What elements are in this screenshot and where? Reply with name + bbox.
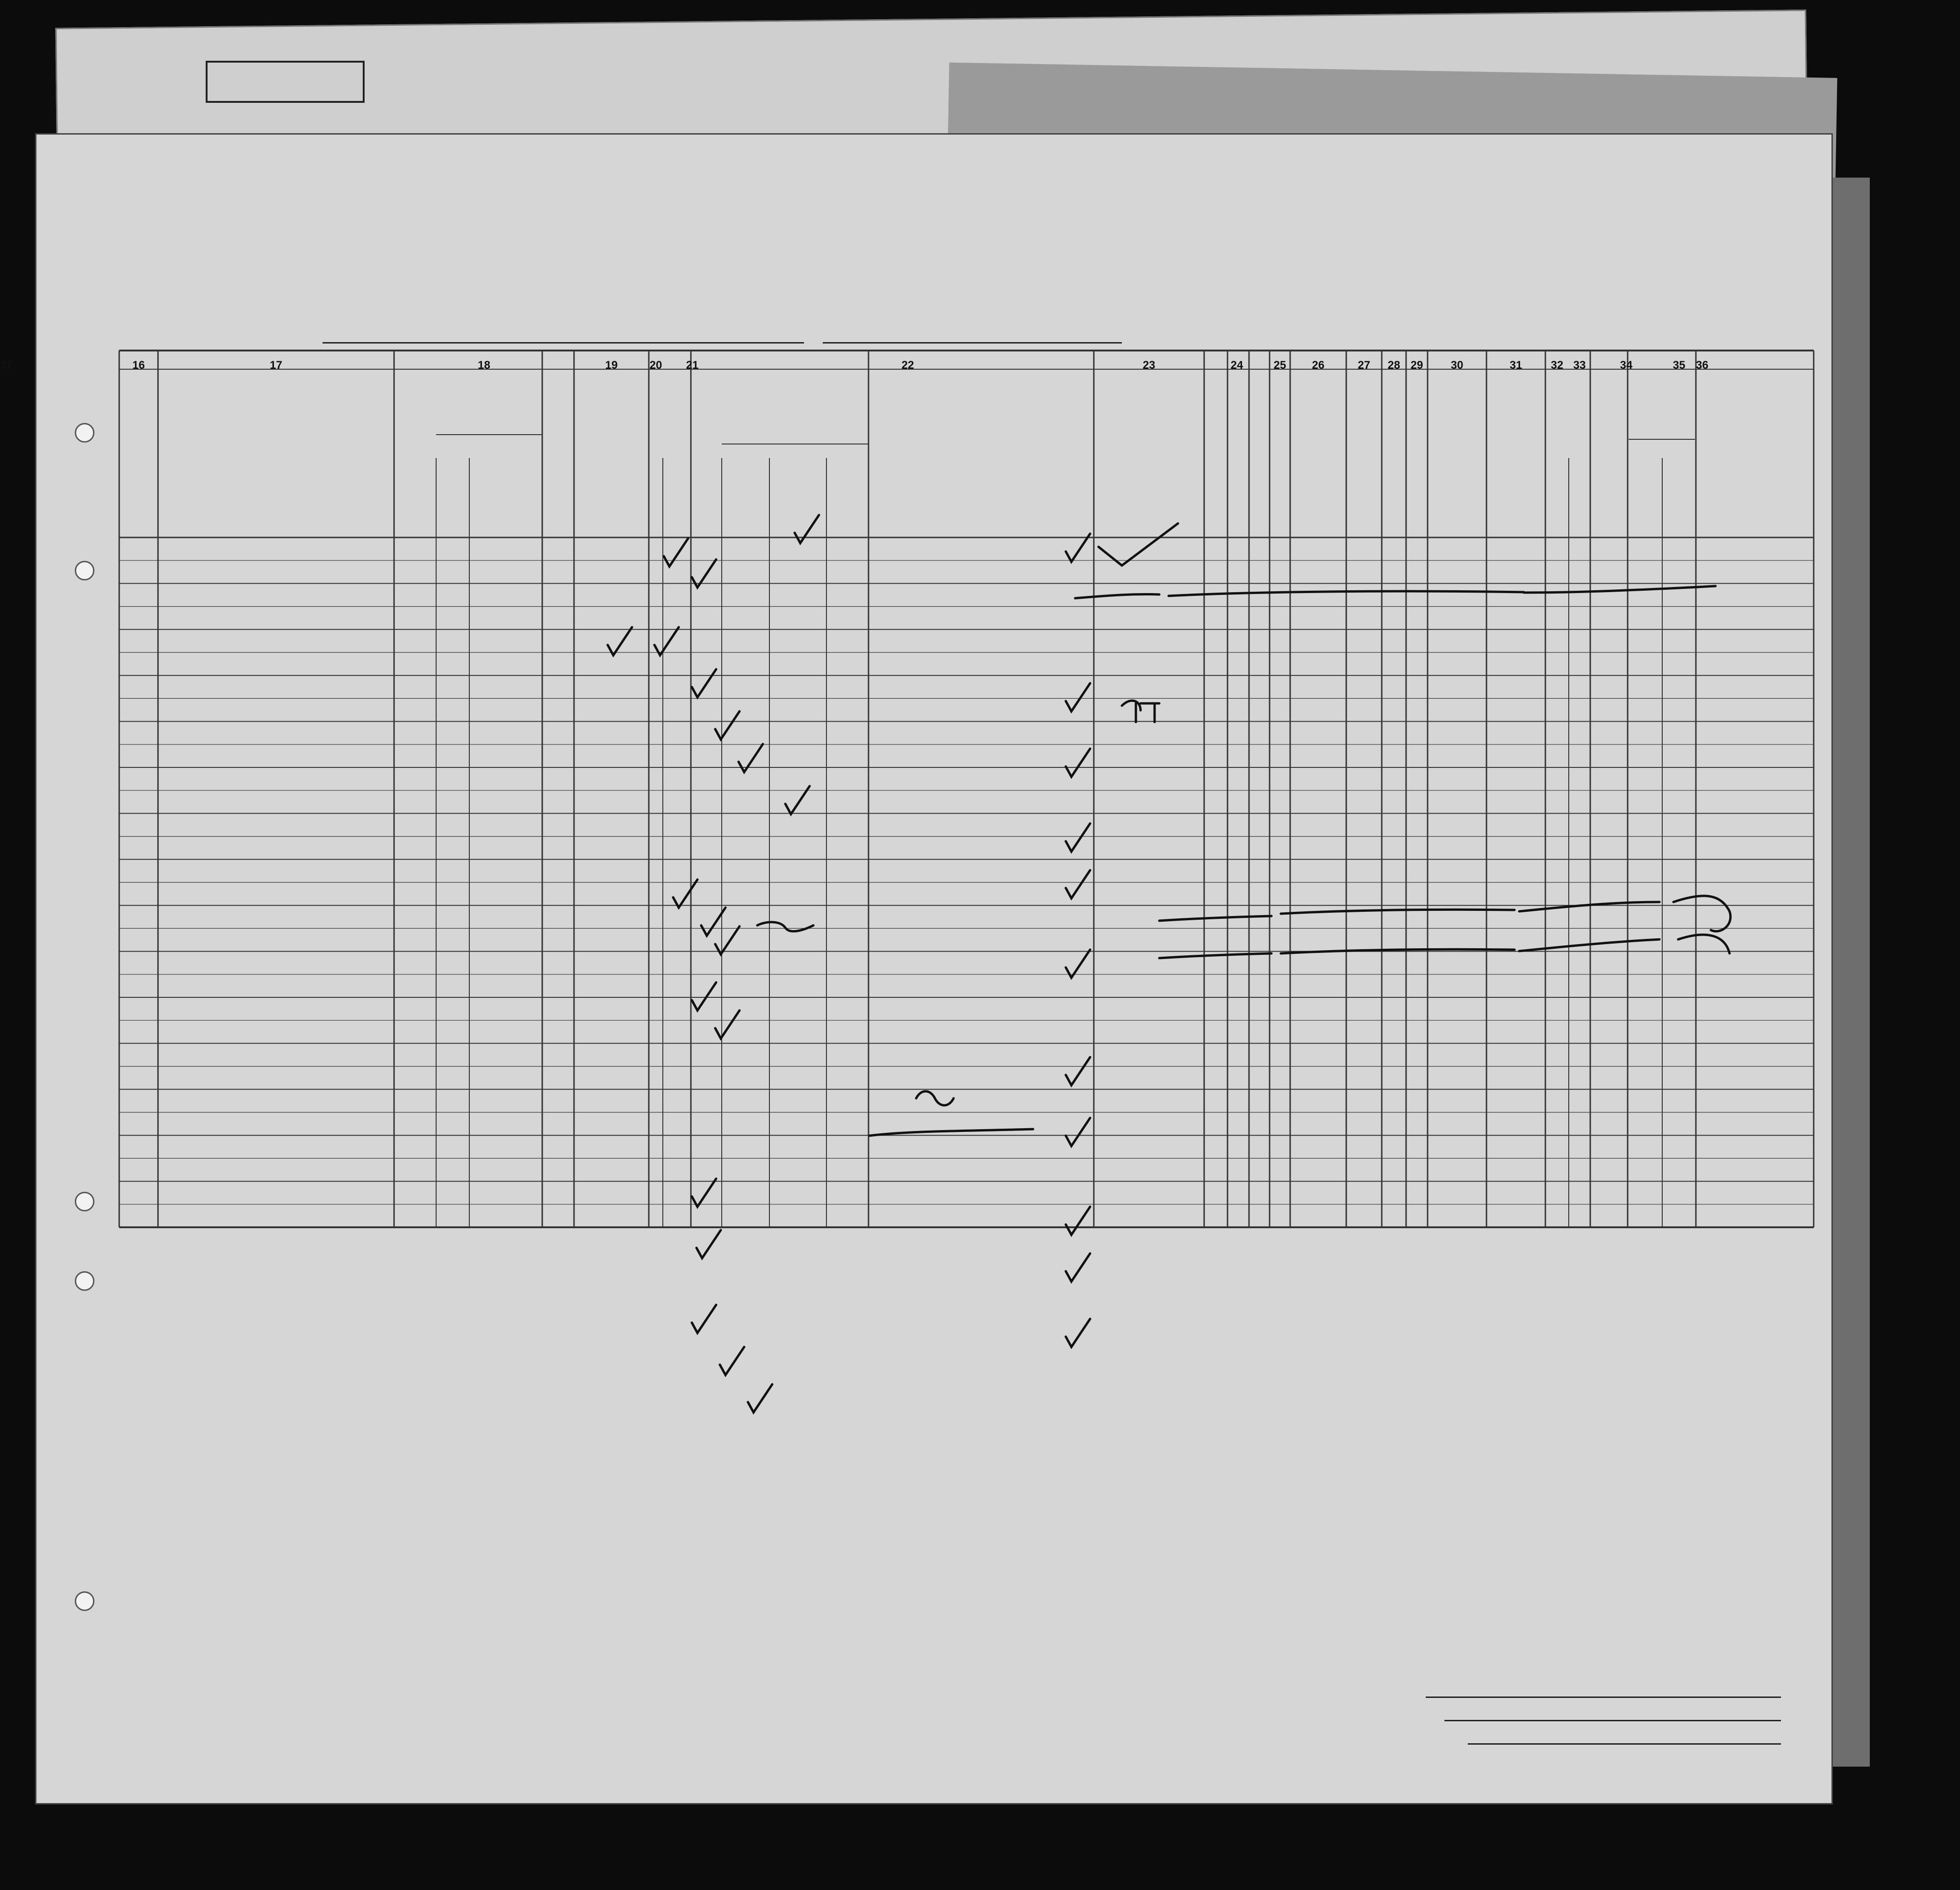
column-number: 31 bbox=[1509, 359, 1522, 372]
handwritten-mark bbox=[696, 1230, 721, 1258]
handwritten-mark bbox=[1159, 896, 1730, 931]
column-number: 16 bbox=[132, 359, 145, 372]
column-number: 25 bbox=[1273, 359, 1286, 372]
handwritten-mark bbox=[1066, 1253, 1090, 1281]
column-number: 17 bbox=[270, 359, 282, 372]
column-number: 20 bbox=[649, 359, 662, 372]
handwritten-mark bbox=[1066, 1118, 1090, 1146]
handwritten-mark bbox=[1075, 586, 1716, 598]
handwritten-mark bbox=[715, 711, 739, 739]
handwritten-mark bbox=[664, 538, 688, 566]
handwritten-mark bbox=[795, 515, 819, 543]
column-number: 33 bbox=[1573, 359, 1586, 372]
handwritten-mark bbox=[692, 559, 716, 587]
column-number: 30 bbox=[1450, 359, 1464, 372]
column-number: 18 bbox=[478, 359, 490, 372]
column-number: 32 bbox=[1551, 359, 1564, 372]
handwritten-mark bbox=[1066, 870, 1090, 898]
handwritten-mark bbox=[1066, 823, 1090, 852]
handwritten-mark bbox=[608, 627, 632, 655]
handwritten-mark bbox=[692, 669, 716, 697]
column-number: 24 bbox=[1230, 359, 1243, 372]
handwritten-mark bbox=[715, 1010, 739, 1038]
handwritten-mark bbox=[785, 786, 810, 814]
column-number: 26 bbox=[1312, 359, 1325, 372]
handwritten-mark bbox=[1066, 1319, 1090, 1347]
handwritten-mark bbox=[1122, 701, 1159, 722]
handwritten-mark bbox=[692, 1179, 716, 1207]
handwritten-mark bbox=[748, 1384, 772, 1412]
handwritten-mark bbox=[869, 1129, 1033, 1136]
handwritten-mark bbox=[1066, 1207, 1090, 1235]
footer-agents-field bbox=[1468, 1743, 1781, 1745]
column-number: 28 bbox=[1387, 359, 1400, 372]
handwritten-mark bbox=[692, 982, 716, 1010]
handwritten-mark bbox=[673, 880, 697, 908]
column-number: 22 bbox=[901, 359, 914, 372]
handwritten-mark bbox=[1098, 523, 1178, 566]
column-number: 37 bbox=[0, 359, 13, 372]
column-number: 27 bbox=[1357, 359, 1371, 372]
handwritten-mark bbox=[701, 908, 725, 936]
footer-owners-field bbox=[1444, 1720, 1781, 1721]
handwritten-mark bbox=[1066, 683, 1090, 711]
handwritten-mark bbox=[739, 744, 763, 772]
handwritten-mark bbox=[1066, 950, 1090, 978]
column-number: 23 bbox=[1142, 359, 1156, 372]
column-number: 35 bbox=[1673, 359, 1686, 372]
handwritten-mark bbox=[1066, 534, 1090, 562]
handwritten-mark bbox=[720, 1347, 744, 1375]
handwritten-mark bbox=[916, 1091, 954, 1105]
handwritten-mark bbox=[692, 1305, 716, 1333]
footer-line-field bbox=[1426, 1697, 1781, 1698]
column-number: 36 bbox=[1696, 359, 1709, 372]
column-number: 34 bbox=[1620, 359, 1633, 372]
handwritten-mark bbox=[1066, 749, 1090, 777]
handwritten-mark bbox=[715, 926, 739, 954]
handwritten-mark bbox=[757, 922, 813, 931]
handwritten-mark bbox=[1159, 935, 1730, 958]
column-number: 19 bbox=[605, 359, 618, 372]
column-number: 29 bbox=[1410, 359, 1423, 372]
column-number: 21 bbox=[686, 359, 699, 372]
handwritten-mark bbox=[654, 627, 679, 655]
handwritten-mark bbox=[1066, 1057, 1090, 1085]
